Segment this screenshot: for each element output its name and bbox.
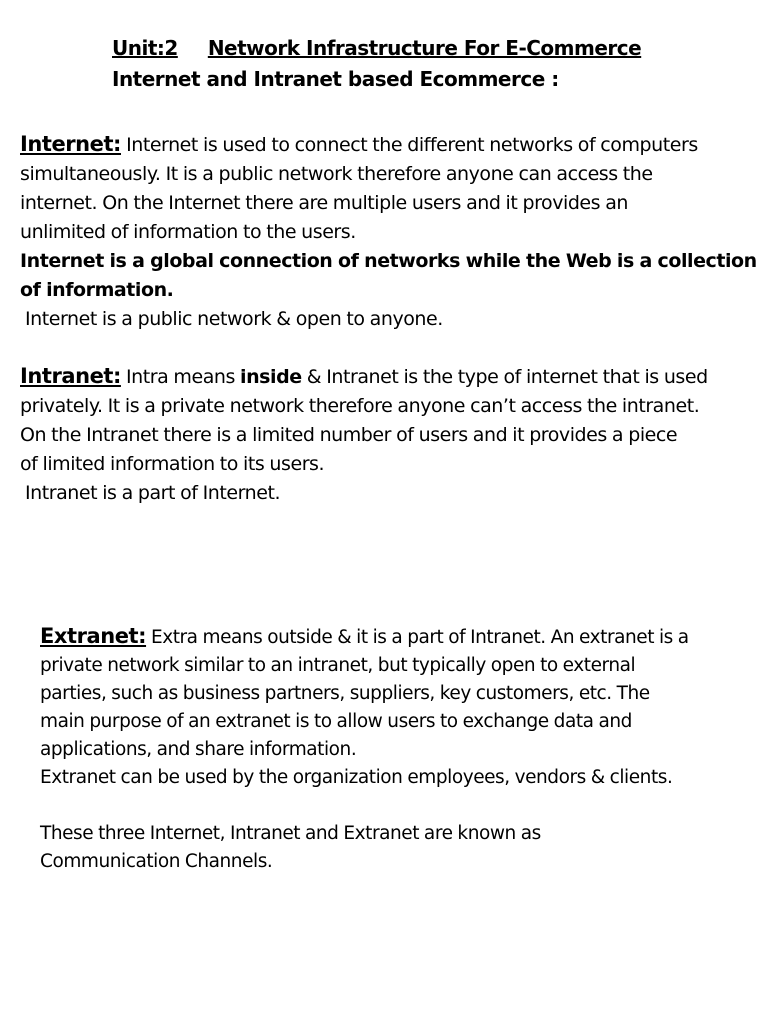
extranet-text-line-1: Extra means outside & it is a part of Intranet. An extranet is a (146, 627, 689, 648)
internet-text-line-1: Internet is used to connect the different networks of computers (120, 134, 698, 156)
extranet-text-line-4: main purpose of an extranet is to allow users to exchange data and (40, 711, 632, 732)
summary-line-2: Communication Channels. (40, 851, 273, 872)
intranet-text-line-4: of limited information to its users. (20, 453, 325, 475)
internet-section (20, 130, 760, 334)
internet-term: Internet: (20, 132, 121, 156)
page-subtitle: Internet and Intranet based Ecommerce : (112, 67, 559, 91)
intranet-inside-word: inside (240, 366, 302, 388)
intranet-text-line-3: On the Intranet there is a limited number of users and it provides a piece (20, 424, 678, 446)
intranet-note: Intranet is a part of Internet. (25, 482, 281, 504)
intranet-text-line-1a: Intra means (120, 366, 241, 388)
internet-text-line-4: unlimited of information to the users. (20, 221, 356, 243)
extranet-text-line-3: parties, such as business partners, suppliers, key customers, etc. The (40, 683, 650, 704)
internet-text-line-3: internet. On the Internet there are multiple users and it provides an (20, 192, 628, 214)
unit-title-line (112, 33, 641, 64)
internet-bold-line-1: Internet is a global connection of networks while the Web is a collection (20, 250, 757, 272)
intranet-text-line-2: privately. It is a private network therefore anyone can’t access the intranet. (20, 395, 700, 417)
summary-line-1: These three Internet, Intranet and Extranet are known as (40, 823, 541, 844)
intranet-section (20, 362, 760, 508)
internet-note: Internet is a public network & open to anyone. (25, 308, 443, 330)
extranet-text-line-5: applications, and share information. (40, 739, 357, 760)
unit-label: Unit:2 (112, 36, 178, 60)
intranet-text-line-1b: & Intranet is the type of internet that is used (301, 366, 708, 388)
heading-block (112, 33, 641, 95)
unit-title: Network Infrastructure For E-Commerce (207, 36, 642, 60)
internet-text-line-2: simultaneously. It is a public network therefore anyone can access the (20, 163, 653, 185)
intranet-term: Intranet: (20, 364, 121, 388)
extranet-text-line-2: private network similar to an intranet, but typically open to external (40, 655, 636, 676)
extranet-section (40, 622, 750, 876)
internet-bold-line-2: of information. (20, 279, 174, 301)
extranet-text-line-6: Extranet can be used by the organization employees, vendors & clients. (40, 767, 673, 788)
extranet-term: Extranet: (40, 624, 147, 648)
